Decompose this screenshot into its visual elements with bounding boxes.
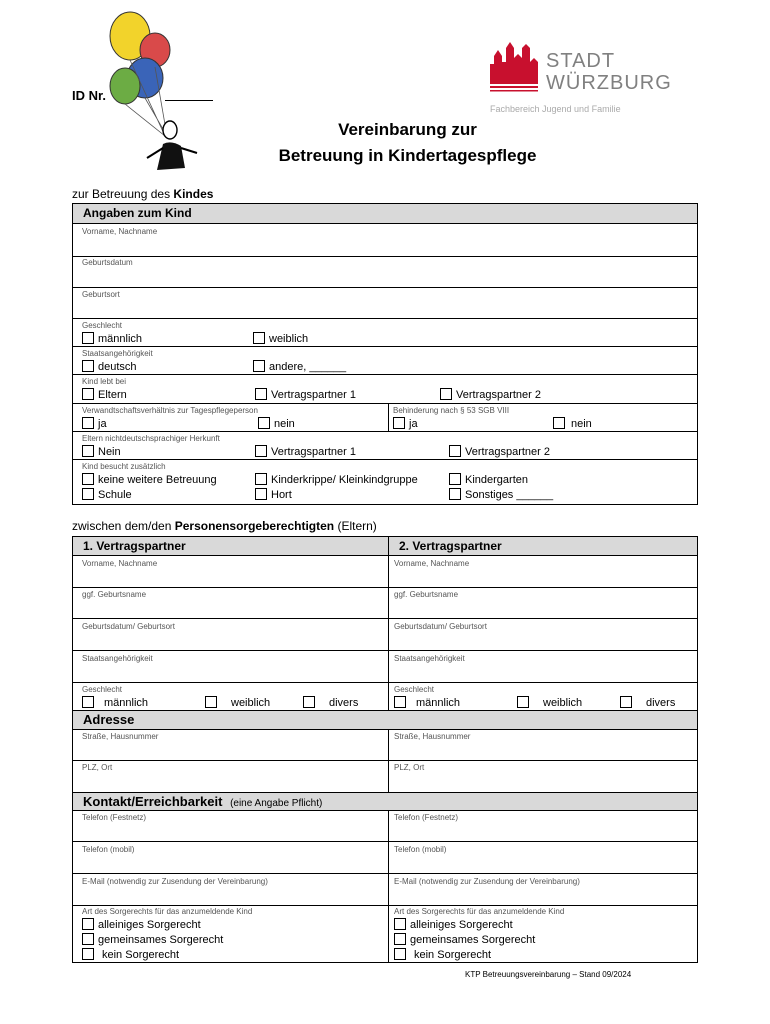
checkbox-icon[interactable] — [205, 696, 217, 708]
child-divider-8 — [72, 459, 698, 460]
option-label: nein — [571, 418, 592, 430]
child-divider-4 — [72, 346, 698, 347]
p1-gender-male[interactable] — [82, 696, 148, 710]
contact-header — [72, 792, 698, 811]
child-disability-yes[interactable] — [393, 417, 418, 431]
checkbox-icon[interactable] — [82, 388, 94, 400]
option-label: männlich — [98, 333, 143, 345]
contact-title: Kontakt/Erreichbarkeit — [83, 794, 223, 809]
parents-intro — [72, 519, 377, 533]
option-label: weiblich — [231, 697, 271, 709]
child-lives-partner1[interactable] — [255, 388, 356, 402]
checkbox-icon[interactable] — [255, 473, 267, 485]
p1-mobile-label: Telefon (mobil) — [82, 845, 135, 854]
p2-gender-female[interactable] — [517, 696, 582, 710]
child-origin-partner1[interactable] — [255, 445, 356, 459]
footer-text: KTP Betreuungsvereinbarung – Stand 09/2024 — [465, 970, 632, 979]
title-line-1: Vereinbarung zur — [338, 120, 477, 139]
option-label: Sonstiges ______ — [465, 489, 554, 501]
city-skyline-logo-icon — [488, 40, 540, 92]
child-divider-5 — [72, 374, 698, 375]
option-label: Vertragspartner 2 — [465, 446, 550, 458]
child-divider-7 — [72, 431, 698, 432]
child-intro-text: zur Betreuung des — [72, 187, 174, 201]
p1-zip-label: PLZ, Ort — [82, 763, 113, 772]
child-attends-none[interactable] — [82, 473, 217, 487]
option-label: kein Sorgerecht — [414, 949, 492, 961]
child-attends-hort[interactable] — [255, 488, 292, 502]
child-attends-kindergarten[interactable] — [449, 473, 528, 487]
parents-divider-4 — [72, 682, 698, 683]
partner2-header: 2. Vertragspartner — [388, 536, 698, 556]
child-nationality-label: Staatsangehörigkeit — [82, 349, 153, 358]
checkbox-icon[interactable] — [394, 948, 406, 960]
child-nationality-german[interactable] — [82, 360, 137, 374]
child-disability-no[interactable] — [553, 417, 592, 431]
checkbox-icon[interactable] — [303, 696, 315, 708]
child-intro — [72, 187, 213, 201]
child-section-header: Angaben zum Kind — [72, 203, 698, 224]
checkbox-icon[interactable] — [553, 417, 565, 429]
parents-divider-1 — [72, 587, 698, 588]
checkbox-icon[interactable] — [253, 360, 265, 372]
p1-custody-sole[interactable] — [82, 918, 201, 932]
parents-divider-5 — [72, 760, 698, 761]
option-label: gemeinsames Sorgerecht — [98, 934, 224, 946]
checkbox-icon[interactable] — [449, 488, 461, 500]
child-attends-label: Kind besucht zusätzlich — [82, 462, 166, 471]
parents-divider-8 — [72, 905, 698, 906]
p1-custody-label: Art des Sorgerechts für das anzumeldende Kind — [82, 907, 253, 916]
p2-gender-male[interactable] — [394, 696, 460, 710]
child-gender-female[interactable] — [253, 332, 308, 346]
checkbox-icon[interactable] — [82, 473, 94, 485]
address-header: Adresse — [72, 710, 698, 730]
child-lives-partner2[interactable] — [440, 388, 541, 402]
child-divider-2 — [72, 287, 698, 288]
parents-intro-bold: Personensorgeberechtigten — [174, 519, 335, 533]
parents-intro-text: zwischen dem/den — [72, 519, 175, 533]
checkbox-icon[interactable] — [82, 417, 94, 429]
child-divider-3 — [72, 318, 698, 319]
parents-divider-2 — [72, 618, 698, 619]
checkbox-icon[interactable] — [82, 696, 94, 708]
child-relation-label: Verwandtschaftsverhältnis zur Tagespflegeperson — [82, 406, 258, 415]
partner1-header: 1. Vertragspartner — [72, 536, 389, 556]
option-label: Vertragspartner 1 — [271, 389, 356, 401]
logo-city-top: STADT — [546, 50, 616, 72]
option-label: Kindergarten — [465, 474, 528, 486]
p2-gender-label: Geschlecht — [394, 685, 435, 694]
child-birthplace-label: Geburtsort — [82, 290, 120, 299]
child-nationality-other[interactable] — [253, 360, 346, 374]
option-label: Eltern — [98, 389, 127, 401]
option-label: Schule — [98, 489, 132, 501]
option-label: weiblich — [543, 697, 583, 709]
child-origin-partner2[interactable] — [449, 445, 550, 459]
p2-nationality-label: Staatsangehörigkeit — [394, 654, 465, 663]
parents-divider-7 — [72, 873, 698, 874]
child-bottom-border — [72, 504, 698, 505]
child-name-label: Vorname, Nachname — [82, 227, 158, 236]
p1-gender-diverse[interactable] — [303, 696, 358, 710]
id-number-label: ID Nr. — [72, 88, 106, 103]
checkbox-icon[interactable] — [394, 933, 406, 945]
department-label: Fachbereich Jugend und Familie — [490, 104, 621, 114]
parents-intro-suffix: (Eltern) — [334, 519, 377, 533]
option-label: ja — [98, 418, 107, 430]
option-label: divers — [646, 697, 676, 709]
parents-bottom-border — [72, 962, 698, 963]
child-intro-bold: Kindes — [173, 187, 214, 201]
child-disability-label: Behinderung nach § 53 SGB VIII — [393, 406, 510, 415]
option-label: alleiniges Sorgerecht — [410, 919, 513, 931]
p2-mobile-label: Telefon (mobil) — [394, 845, 447, 854]
p2-street-label: Straße, Hausnummer — [394, 732, 471, 741]
option-label: andere, ______ — [269, 361, 347, 373]
option-label: ja — [409, 418, 418, 430]
logo-city-bottom: WÜRZBURG — [546, 72, 672, 94]
option-label: alleiniges Sorgerecht — [98, 919, 201, 931]
child-border-left — [72, 224, 73, 505]
p2-custody-joint[interactable] — [394, 933, 535, 947]
checkbox-icon[interactable] — [440, 388, 452, 400]
p2-gender-diverse[interactable] — [620, 696, 675, 710]
child-border-right — [697, 224, 698, 505]
parents-divider-3 — [72, 650, 698, 651]
child-relation-no[interactable] — [258, 417, 295, 431]
parents-border-left — [72, 556, 73, 962]
p1-email-label: E-Mail (notwendig zur Zusendung der Vereinbarung) — [82, 877, 268, 886]
checkbox-icon[interactable] — [394, 918, 406, 930]
option-label: Vertragspartner 2 — [456, 389, 541, 401]
option-label: Vertragspartner 1 — [271, 446, 356, 458]
child-origin-no[interactable] — [82, 445, 121, 459]
p2-custody-label: Art des Sorgerechts für das anzumeldende Kind — [394, 907, 565, 916]
child-attends-other[interactable] — [449, 488, 553, 502]
child-gender-male[interactable] — [82, 332, 142, 346]
p2-birthname-label: ggf. Geburtsname — [394, 590, 459, 599]
child-attends-krippe[interactable] — [255, 473, 418, 487]
checkbox-icon[interactable] — [449, 445, 461, 457]
child-lives-parents[interactable] — [82, 388, 127, 402]
option-label: männlich — [416, 697, 461, 709]
checkbox-icon[interactable] — [517, 696, 529, 708]
parents-border-right — [697, 556, 698, 962]
child-lives-with-label: Kind lebt bei — [82, 377, 127, 386]
child-attends-school[interactable] — [82, 488, 132, 502]
p1-street-label: Straße, Hausnummer — [82, 732, 159, 741]
checkbox-icon[interactable] — [255, 388, 267, 400]
option-label: Kinderkrippe/ Kleinkindgruppe — [271, 474, 418, 486]
option-label: gemeinsames Sorgerecht — [410, 934, 536, 946]
option-label: kein Sorgerecht — [102, 949, 180, 961]
checkbox-icon[interactable] — [82, 948, 94, 960]
p2-phone-label: Telefon (Festnetz) — [394, 813, 459, 822]
p1-gender-label: Geschlecht — [82, 685, 123, 694]
child-origin-label: Eltern nichtdeutschsprachiger Herkunft — [82, 434, 220, 443]
parents-divider-6 — [72, 841, 698, 842]
child-divider-1 — [72, 256, 698, 257]
checkbox-icon[interactable] — [255, 445, 267, 457]
p1-birthname-label: ggf. Geburtsname — [82, 590, 147, 599]
parents-center-bottom — [388, 729, 389, 962]
p1-phone-label: Telefon (Festnetz) — [82, 813, 147, 822]
option-label: Nein — [98, 446, 121, 458]
p1-birth-label: Geburtsdatum/ Geburtsort — [82, 622, 175, 631]
child-relation-yes[interactable] — [82, 417, 107, 431]
title-line-2: Betreuung in Kindertagespflege — [278, 146, 537, 165]
p2-name-label: Vorname, Nachname — [394, 559, 470, 568]
p1-custody-none[interactable] — [82, 948, 179, 962]
checkbox-icon[interactable] — [255, 488, 267, 500]
option-label: deutsch — [98, 361, 137, 373]
checkbox-icon[interactable] — [82, 918, 94, 930]
p2-custody-sole[interactable] — [394, 918, 513, 932]
option-label: divers — [329, 697, 359, 709]
checkbox-icon[interactable] — [82, 332, 94, 344]
option-label: Hort — [271, 489, 292, 501]
checkbox-icon[interactable] — [253, 332, 265, 344]
parents-center-top — [388, 556, 389, 710]
p1-custody-joint[interactable] — [82, 933, 223, 947]
child-divider-6 — [72, 403, 698, 404]
checkbox-icon[interactable] — [394, 696, 406, 708]
checkbox-icon[interactable] — [82, 488, 94, 500]
id-number-line — [165, 100, 213, 101]
option-label: keine weitere Betreuung — [98, 474, 217, 486]
p1-nationality-label: Staatsangehörigkeit — [82, 654, 153, 663]
p2-email-label: E-Mail (notwendig zur Zusendung der Vereinbarung) — [394, 877, 580, 886]
checkbox-icon[interactable] — [393, 417, 405, 429]
child-birthdate-label: Geburtsdatum — [82, 258, 133, 267]
p2-birth-label: Geburtsdatum/ Geburtsort — [394, 622, 487, 631]
checkbox-icon[interactable] — [449, 473, 461, 485]
checkbox-icon[interactable] — [82, 933, 94, 945]
checkbox-icon[interactable] — [620, 696, 632, 708]
p1-gender-female[interactable] — [205, 696, 270, 710]
checkbox-icon[interactable] — [258, 417, 270, 429]
p2-custody-none[interactable] — [394, 948, 491, 962]
checkbox-icon[interactable] — [82, 445, 94, 457]
p1-name-label: Vorname, Nachname — [82, 559, 158, 568]
option-label: weiblich — [269, 333, 309, 345]
option-label: nein — [274, 418, 295, 430]
p2-zip-label: PLZ, Ort — [394, 763, 425, 772]
checkbox-icon[interactable] — [82, 360, 94, 372]
contact-note: (eine Angabe Pflicht) — [230, 798, 323, 809]
child-relation-separator — [388, 403, 389, 431]
option-label: männlich — [104, 697, 149, 709]
child-gender-label: Geschlecht — [82, 321, 123, 330]
